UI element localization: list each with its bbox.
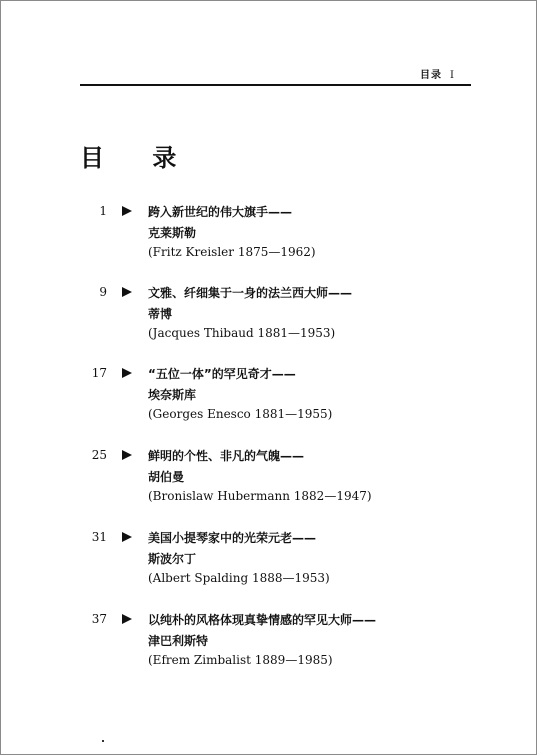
entry-detail: (Bronislaw Hubermann 1882—1947) [148,489,372,503]
page-title: 目 录 [80,144,197,172]
entry-title: 鲜明的个性、非凡的气魄—— [148,449,305,463]
header-rule [80,84,471,86]
entry-name: 克莱斯勒 [148,226,197,240]
entry-detail: (Albert Spalding 1888—1953) [148,571,330,585]
entry-page-number: 17 [91,366,107,380]
running-title: 目录 [420,70,443,81]
entry-title: 文雅、纤细集于一身的法兰西大师—— [148,286,353,300]
entry-title: 美国小提琴家中的光荣元老—— [148,531,317,545]
triangle-bullet-icon [122,368,132,378]
entry-name: 蒂博 [148,307,173,321]
entry-detail: (Fritz Kreisler 1875—1962) [148,245,316,259]
triangle-bullet-icon [122,206,132,216]
triangle-bullet-icon [122,287,132,297]
triangle-bullet-icon [122,532,132,542]
entry-title: 跨入新世纪的伟大旗手—— [148,205,293,219]
triangle-bullet-icon [122,614,132,624]
entry-page-number: 31 [91,530,107,544]
entry-detail: (Georges Enesco 1881—1955) [148,407,333,421]
entry-page-number: 9 [99,285,107,299]
entry-name: 埃奈斯库 [148,388,197,402]
entry-name: 斯波尔丁 [148,552,197,566]
running-header [420,66,455,81]
entry-page-number: 1 [99,204,107,218]
entry-page-number: 37 [91,612,107,626]
entry-name: 胡伯曼 [148,470,185,484]
entry-detail: (Jacques Thibaud 1881—1953) [148,326,336,340]
entry-title: “五位一体”的罕见奇才—— [148,367,296,381]
entry-detail: (Efrem Zimbalist 1889—1985) [148,653,333,667]
entry-title: 以纯朴的风格体现真挚情感的罕见大师—— [148,613,377,627]
triangle-bullet-icon [122,450,132,460]
entry-name: 津巴利斯特 [148,634,209,648]
entry-page-number: 25 [91,448,107,462]
header-page-number: I [450,70,455,81]
scan-speck [102,740,104,742]
